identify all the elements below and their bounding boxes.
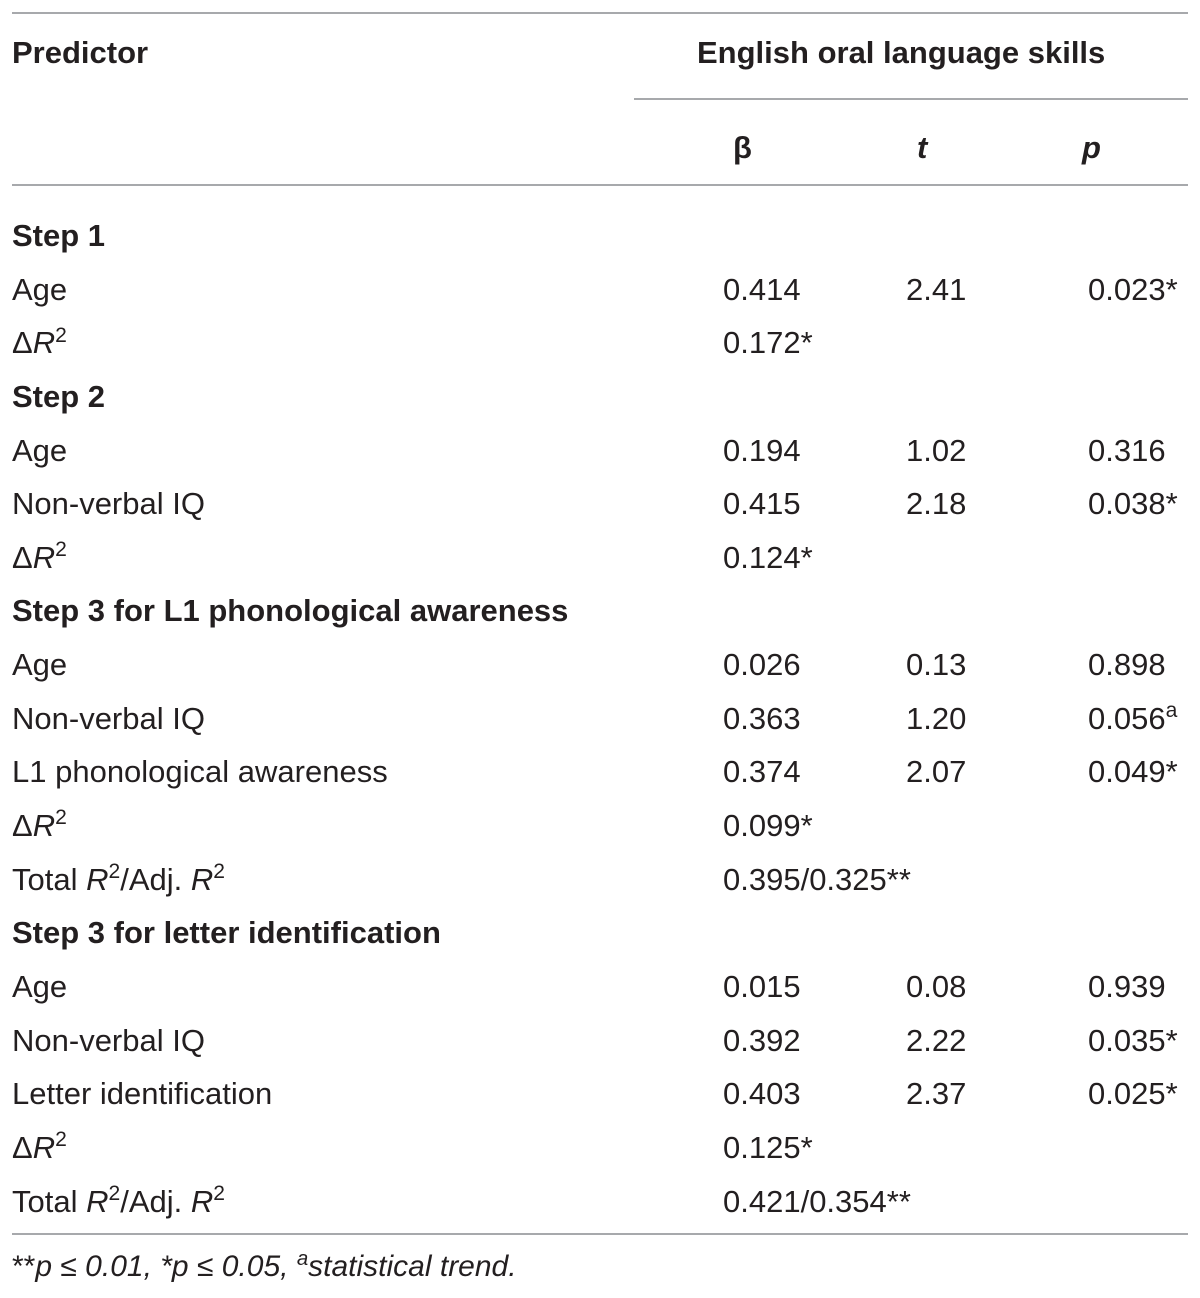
p-value — [1088, 1022, 1178, 1058]
r-squared-exponent: 2 — [55, 806, 67, 830]
beta-value: 0.026 — [723, 647, 801, 683]
beta-value: 0.363 — [723, 700, 801, 736]
p-significance: * — [1165, 1076, 1178, 1112]
delta-r2-value: 0.172* — [723, 325, 813, 361]
p-number: 0.025 — [1088, 1076, 1166, 1112]
step-label: Step 2 — [12, 378, 106, 414]
t-value: 1.02 — [906, 432, 967, 468]
t-value: 2.07 — [906, 754, 967, 790]
top-rule — [12, 12, 1188, 14]
p-value — [1088, 699, 1178, 736]
p-number: 0.035 — [1088, 1022, 1166, 1058]
t-value: 2.18 — [906, 486, 967, 522]
beta-value: 0.415 — [723, 486, 801, 522]
total-r2-value: 0.395/0.325** — [723, 861, 911, 897]
footnote-a-marker: a — [296, 1247, 309, 1270]
t-value: 2.41 — [906, 271, 967, 307]
table-row — [0, 1065, 1200, 1119]
total-text: Total — [12, 861, 87, 897]
predictor-label: Non-verbal IQ — [12, 1022, 205, 1058]
step-heading-row — [0, 368, 1200, 422]
p-number: 0.939 — [1088, 968, 1166, 1004]
p-header: p — [1082, 130, 1101, 165]
predictor-label: Age — [12, 271, 68, 307]
header-rule — [12, 184, 1188, 186]
p-significance: * — [1165, 271, 1178, 307]
t-value: 2.37 — [906, 1076, 967, 1112]
beta-value: 0.194 — [723, 432, 801, 468]
r-variable: R — [32, 539, 56, 575]
p-value — [1088, 1076, 1178, 1112]
table-row — [0, 1012, 1200, 1066]
table-row — [0, 475, 1200, 529]
delta-symbol: Δ — [12, 325, 33, 361]
total-r2-label — [12, 1181, 226, 1219]
table-row — [0, 422, 1200, 476]
predictor-label: Age — [12, 647, 68, 683]
r-variable: R — [190, 1183, 214, 1219]
r-variable: R — [32, 1129, 56, 1165]
predictor-label: L1 phonological awareness — [12, 754, 388, 790]
table-row — [0, 743, 1200, 797]
t-value: 1.20 — [906, 700, 967, 736]
table-body — [0, 207, 1200, 1226]
predictor-header: Predictor — [12, 35, 149, 70]
table-row — [0, 690, 1200, 744]
r-squared-exponent: 2 — [213, 1181, 226, 1205]
footnote-stars-2: ** — [12, 1250, 36, 1283]
p-number: 0.316 — [1088, 432, 1166, 468]
r-squared-exponent: 2 — [55, 323, 67, 347]
predictor-label: Non-verbal IQ — [12, 700, 205, 736]
footnote — [12, 1247, 517, 1283]
p-significance: * — [1165, 754, 1178, 790]
table-row — [0, 797, 1200, 851]
delta-symbol: Δ — [12, 1129, 33, 1165]
table-row — [0, 1173, 1200, 1227]
predictor-label: Age — [12, 968, 68, 1004]
group-rule — [634, 98, 1188, 100]
p-number: 0.049 — [1088, 754, 1166, 790]
r-variable: R — [86, 1183, 109, 1219]
r-variable: R — [32, 325, 56, 361]
table-row — [0, 529, 1200, 583]
p-number: 0.023 — [1088, 271, 1166, 307]
group-header: English oral language skills — [697, 35, 1106, 70]
footnote-p-001: p ≤ 0.01, * — [35, 1250, 172, 1283]
p-value — [1088, 271, 1178, 307]
p-number: 0.038 — [1088, 486, 1166, 522]
r-squared-exponent: 2 — [55, 1128, 67, 1152]
p-value — [1088, 432, 1166, 468]
delta-r2-value: 0.125* — [723, 1129, 813, 1165]
delta-r2-label — [12, 806, 67, 844]
step-heading-row — [0, 207, 1200, 261]
adj-text: /Adj. — [120, 1183, 191, 1219]
predictor-label: Age — [12, 432, 68, 468]
delta-symbol: Δ — [12, 808, 33, 844]
beta-value: 0.392 — [723, 1022, 801, 1058]
beta-header: β — [733, 130, 752, 165]
step-heading-row — [0, 904, 1200, 958]
table-row — [0, 261, 1200, 315]
delta-r2-value: 0.099* — [723, 808, 813, 844]
delta-symbol: Δ — [12, 539, 33, 575]
p-number: 0.056 — [1088, 700, 1166, 736]
total-text: Total — [12, 1183, 87, 1219]
delta-r2-value: 0.124* — [723, 539, 813, 575]
footnote-trend: statistical trend. — [308, 1250, 517, 1283]
p-significance: * — [1165, 1022, 1178, 1058]
step-label: Step 1 — [12, 218, 106, 253]
r-variable: R — [190, 861, 214, 897]
delta-r2-label — [12, 323, 67, 361]
footnote-p-005: p ≤ 0.05, — [171, 1250, 297, 1283]
table-row — [0, 958, 1200, 1012]
step-heading-row — [0, 582, 1200, 636]
r-variable: R — [86, 861, 109, 897]
beta-value: 0.374 — [723, 754, 801, 790]
bottom-rule — [12, 1233, 1188, 1235]
beta-value: 0.403 — [723, 1076, 801, 1112]
p-value — [1088, 486, 1178, 522]
t-header: t — [917, 130, 928, 165]
total-r2-label — [12, 860, 226, 897]
step-label: Step 3 for L1 phonological awareness — [12, 593, 569, 629]
p-significance: * — [1165, 486, 1178, 522]
table-row — [0, 1119, 1200, 1173]
r-squared-exponent: 2 — [213, 860, 226, 884]
t-value: 0.08 — [906, 968, 967, 1004]
table-row — [0, 636, 1200, 690]
table-row — [0, 314, 1200, 368]
p-value — [1088, 647, 1166, 683]
p-trend-marker: a — [1165, 699, 1178, 723]
adj-text: /Adj. — [120, 861, 191, 897]
beta-value: 0.015 — [723, 968, 801, 1004]
total-r2-value: 0.421/0.354** — [723, 1183, 911, 1219]
t-value: 0.13 — [906, 647, 967, 683]
p-value — [1088, 968, 1166, 1004]
r-squared-exponent: 2 — [55, 538, 67, 562]
table-row — [0, 851, 1200, 905]
predictor-label: Non-verbal IQ — [12, 486, 205, 522]
p-value — [1088, 754, 1178, 790]
predictor-label: Letter identification — [12, 1076, 273, 1112]
beta-value: 0.414 — [723, 271, 801, 307]
r-squared-exponent: 2 — [108, 860, 121, 884]
p-number: 0.898 — [1088, 647, 1166, 683]
delta-r2-label — [12, 538, 67, 575]
t-value: 2.22 — [906, 1022, 967, 1058]
r-variable: R — [32, 808, 56, 844]
r-squared-exponent: 2 — [108, 1181, 121, 1205]
step-label: Step 3 for letter identification — [12, 915, 441, 951]
delta-r2-label — [12, 1128, 67, 1165]
